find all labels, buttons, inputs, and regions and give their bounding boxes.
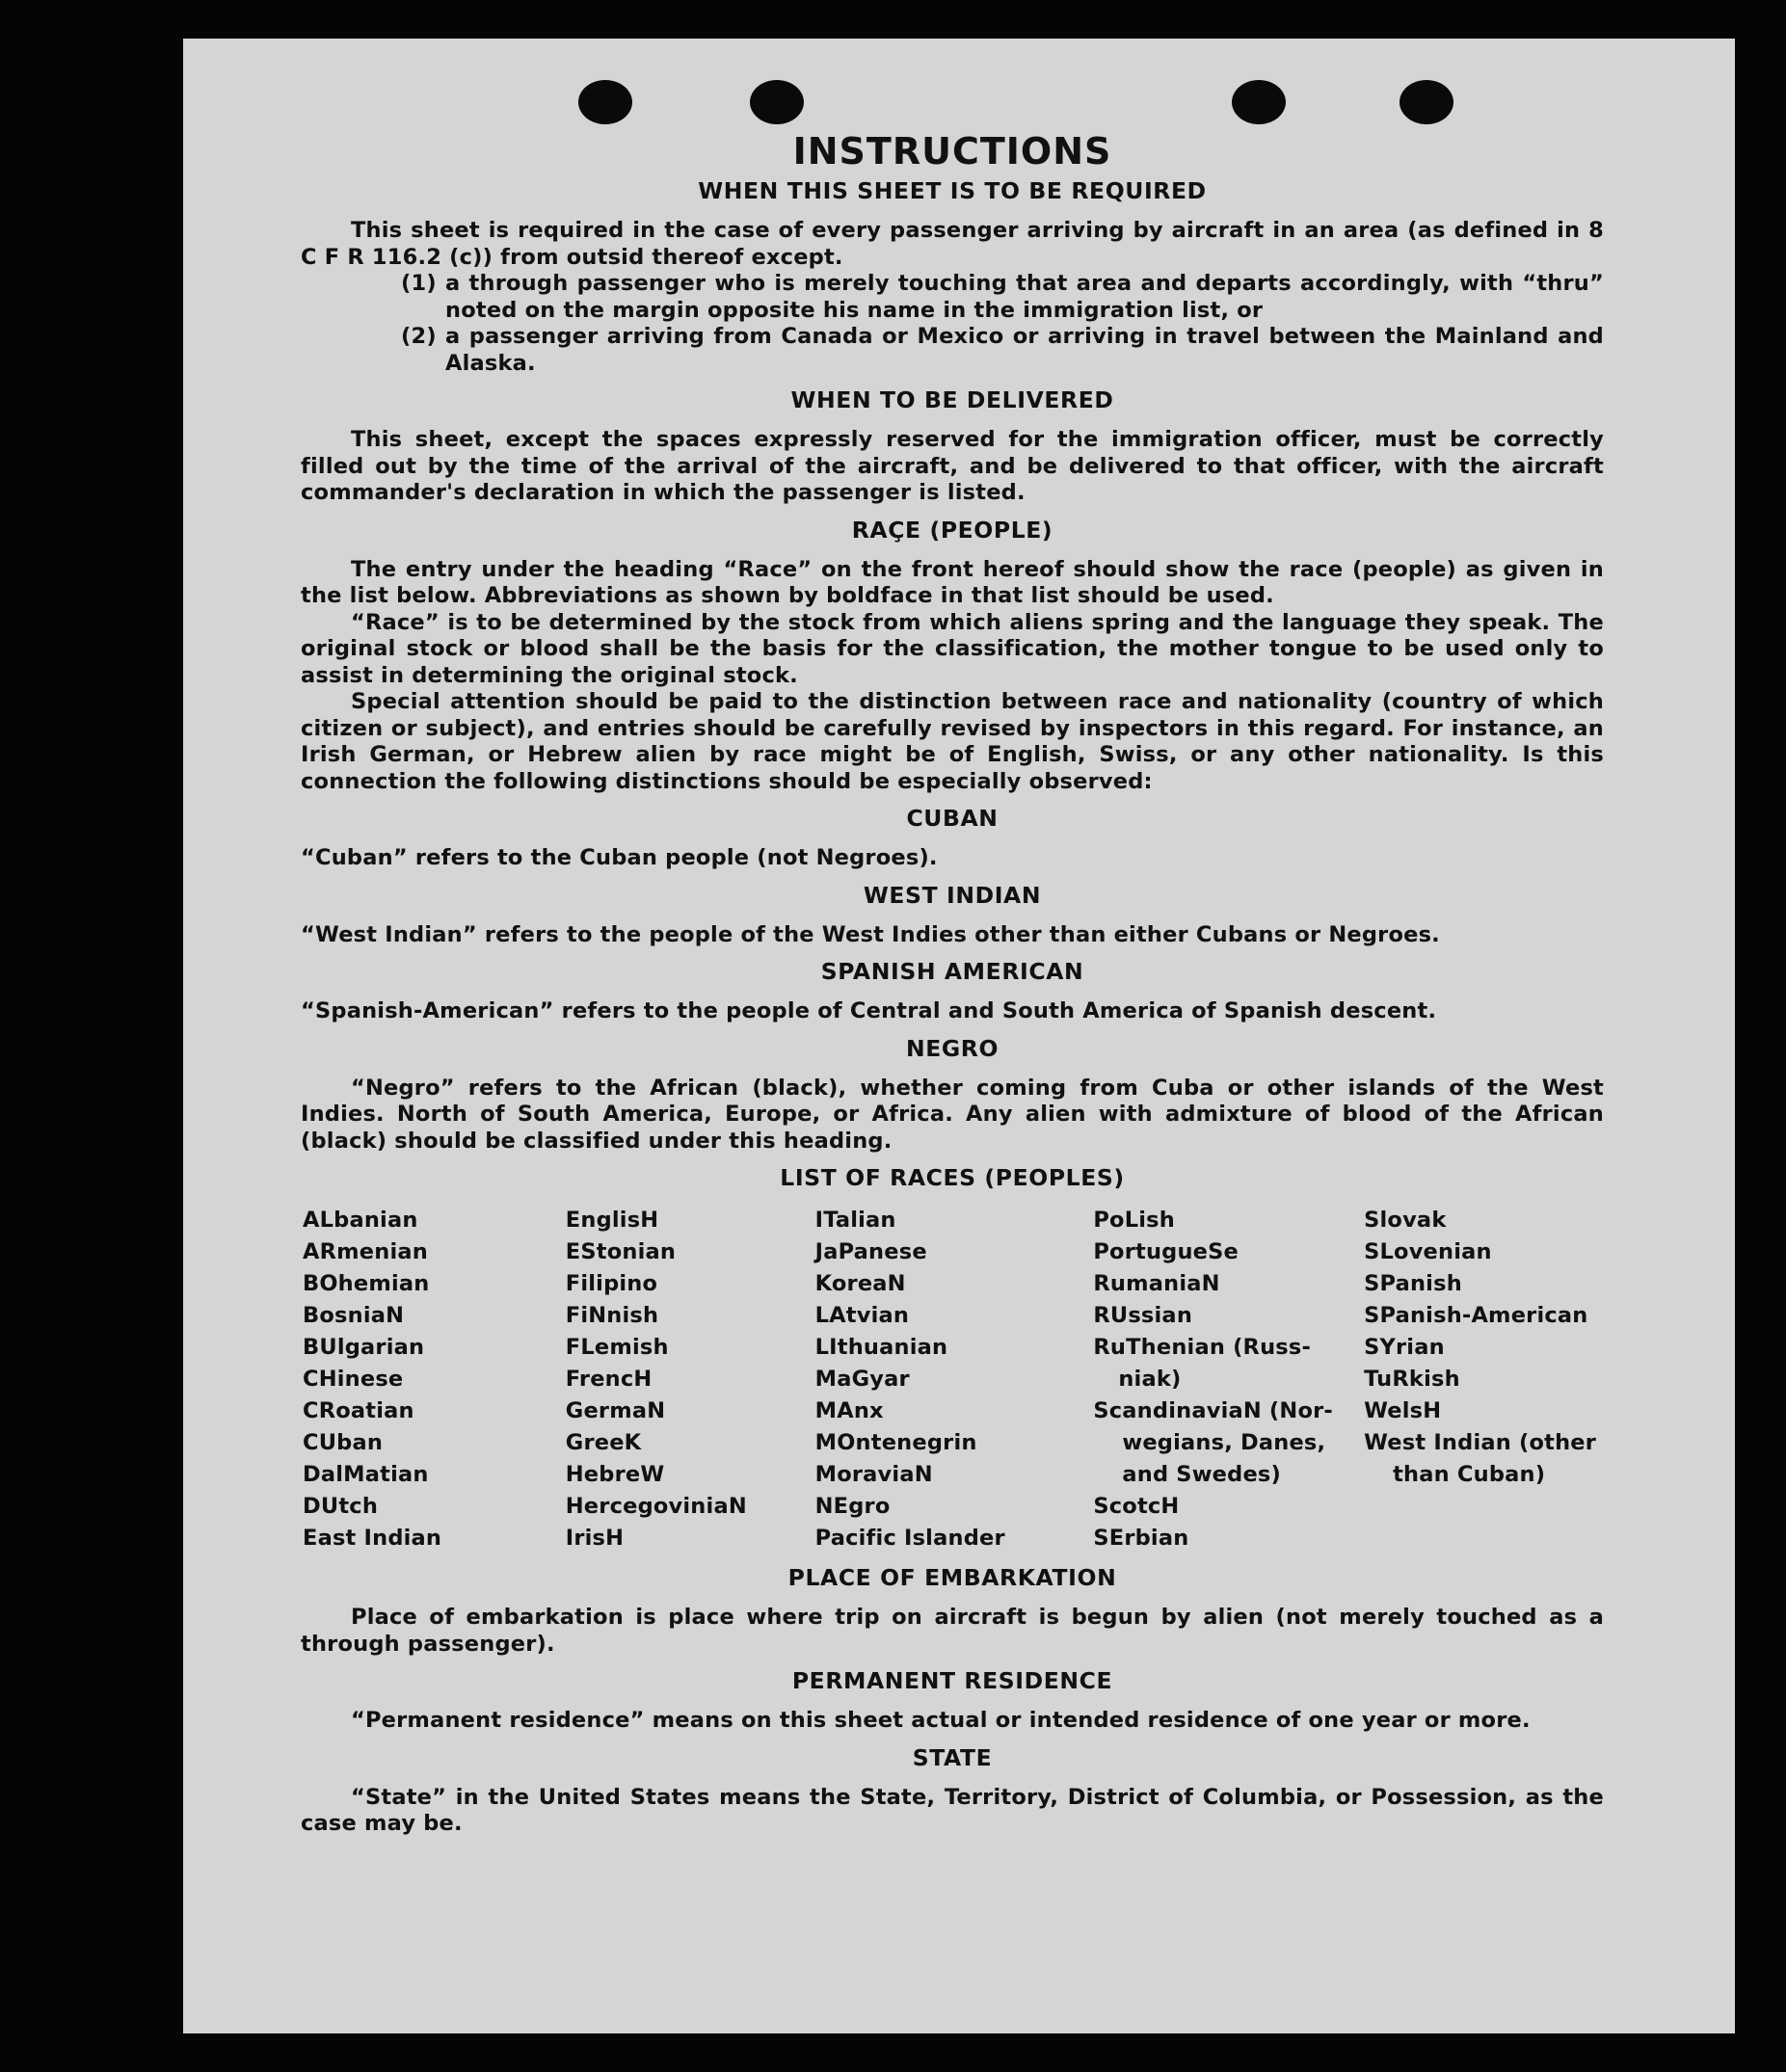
race-item-continuation: niak) (1118, 1367, 1182, 1392)
para-race-1: The entry under the heading “Race” on the front hereof should show the race (people) as given in the list below. Abbreviations as shown by boldface in that list should be used. (301, 556, 1604, 608)
exception-text: a passenger arriving from Canada or Mexico or arriving in travel between the Mainland and Alaska. (445, 324, 1604, 376)
race-item: BUlgarian (303, 1335, 425, 1360)
heading-when-delivered: WHEN TO BE DELIVERED (790, 386, 1114, 413)
race-item: IrisH (565, 1526, 625, 1551)
race-item: PoLish (1093, 1208, 1175, 1233)
race-item: DUtch (303, 1494, 379, 1519)
race-item: MaGyar (814, 1367, 910, 1392)
para-spanish-american: “Spanish-American” refers to the people of Central and South America of Spanish descent. (301, 998, 1437, 1023)
races-column (566, 1205, 815, 1554)
race-item: MAnx (814, 1398, 884, 1423)
race-item-continuation: than Cuban) (1393, 1462, 1546, 1487)
race-item: ITalian (814, 1208, 896, 1233)
race-item: CHinese (303, 1367, 404, 1392)
punch-hole (1399, 80, 1453, 124)
race-item-continuation: and Swedes) (1122, 1462, 1281, 1487)
para-negro: “Negro” refers to the African (black), whether coming from Cuba or other islands of the West Indies. North of South America, Europe, or Africa. Any alien with admixture of blood of the African (black) should be classified under this heading. (301, 1075, 1604, 1154)
para-west-indian: “West Indian” refers to the people of the West Indies other than either Cubans or Negroes. (301, 921, 1440, 947)
race-item: KoreaN (814, 1271, 906, 1296)
race-item: SErbian (1093, 1526, 1189, 1551)
race-item: BosniaN (303, 1303, 405, 1328)
heading-spanish-american: SPANISH AMERICAN (820, 958, 1084, 985)
race-item: NEgro (814, 1494, 891, 1519)
race-item: East Indian (303, 1526, 442, 1551)
heading-negro: NEGRO (905, 1034, 1000, 1062)
race-item: GermaN (565, 1398, 666, 1423)
races-column (1093, 1205, 1364, 1554)
races-table (303, 1205, 1604, 1554)
para-permanent-residence: “Permanent residence” means on this sheet actual or intended residence of one year or more. (351, 1708, 1531, 1733)
race-item: CUban (303, 1430, 384, 1455)
race-item: WelsH (1364, 1398, 1442, 1423)
race-item: Filipino (565, 1271, 658, 1296)
races-column (1364, 1205, 1604, 1554)
instructions-content (301, 127, 1604, 1838)
race-item: FrencH (565, 1367, 653, 1392)
exception-number: (1) (401, 271, 437, 296)
para-race-3: Special attention should be paid to the distinction between race and nationality (country of which citizen or subject), and entries should be carefully revised by inspectors in this regard. For instance, an Irish German, or Hebrew alien by race might be of English, Swiss, or any other nationality. Is this connection the following distinctions should be especially observed: (301, 689, 1604, 794)
race-item: LAtvian (814, 1303, 910, 1328)
heading-embarkation: PLACE OF EMBARKATION (787, 1564, 1117, 1591)
race-item: FLemish (565, 1335, 669, 1360)
race-item: SPanish (1364, 1271, 1462, 1296)
race-item: GreeK (565, 1430, 642, 1455)
heading-state: STATE (912, 1743, 993, 1771)
para-when-delivered: This sheet, except the spaces expressly reserved for the immigration officer, must be correctly filled out by the time of the arrival of the aircraft, and be delivered to that officer, with the aircraft commander's declaration in which the passenger is listed. (301, 427, 1604, 505)
heading-race: RAÇE (PEOPLE) (851, 516, 1053, 544)
race-item: RUssian (1093, 1303, 1193, 1328)
heading-list-of-races: LIST OF RACES (PEOPLES) (780, 1164, 1125, 1191)
punch-hole (578, 80, 632, 124)
race-item: PortugueSe (1093, 1239, 1240, 1264)
race-item: TuRkish (1364, 1367, 1460, 1392)
exception-item (401, 324, 1604, 377)
punch-hole (1232, 80, 1286, 124)
race-item: DalMatian (303, 1462, 429, 1487)
para-when-required: This sheet is required in the case of every passenger arriving by aircraft in an area (as defined in 8 C F R 116.2 (c)) from outsid thereof except. (301, 218, 1604, 270)
race-item: LIthuanian (814, 1335, 948, 1360)
para-cuban: “Cuban” refers to the Cuban people (not Negroes). (301, 845, 938, 870)
race-item: RuThenian (Russ- (1093, 1335, 1312, 1360)
races-column (303, 1205, 566, 1554)
race-item: ScandinaviaN (Nor- (1093, 1398, 1333, 1423)
race-item: ALbanian (303, 1208, 418, 1233)
document-page (183, 39, 1735, 2033)
heading-west-indian: WEST INDIAN (863, 881, 1042, 909)
race-item: EStonian (565, 1239, 677, 1264)
race-item-continuation: wegians, Danes, (1122, 1430, 1326, 1455)
races-column (815, 1205, 1094, 1554)
para-race-2: “Race” is to be determined by the stock from which aliens spring and the language they speak. The original stock or blood shall be the basis for the classification, the mother tongue to be used only to assist in determining the original stock. (301, 609, 1604, 688)
race-item: MoraviaN (814, 1462, 933, 1487)
race-item: EnglisH (565, 1208, 659, 1233)
race-item: CRoatian (303, 1398, 414, 1423)
race-item: Slovak (1364, 1208, 1447, 1233)
heading-cuban: CUBAN (906, 805, 999, 832)
race-item: HercegoviniaN (565, 1494, 747, 1519)
race-item: HebreW (565, 1462, 665, 1487)
race-item: MOntenegrin (814, 1430, 977, 1455)
heading-when-required: WHEN THIS SHEET IS TO BE REQUIRED (698, 177, 1207, 204)
race-item: SYrian (1364, 1335, 1445, 1360)
race-item: SLovenian (1364, 1239, 1492, 1264)
race-item: RumaniaN (1093, 1271, 1220, 1296)
heading-permanent-residence: PERMANENT RESIDENCE (791, 1667, 1113, 1694)
exception-item (401, 271, 1604, 324)
race-item: West Indian (other (1364, 1430, 1597, 1455)
race-item: BOhemian (303, 1271, 430, 1296)
race-item: FiNnish (565, 1303, 659, 1328)
page-title: INSTRUCTIONS (792, 130, 1112, 173)
para-embarkation: Place of embarkation is place where trip on aircraft is begun by alien (not merely touched as a through passenger). (301, 1605, 1604, 1657)
race-item: Pacific Islander (814, 1526, 1005, 1551)
para-state: “State” in the United States means the State, Territory, District of Columbia, or Possession, as the case may be. (301, 1784, 1604, 1836)
race-item: ScotcH (1093, 1494, 1180, 1519)
race-item: SPanish-American (1364, 1303, 1588, 1328)
race-item: JaPanese (814, 1239, 927, 1264)
exception-number: (2) (401, 324, 437, 349)
punch-hole (750, 80, 804, 124)
race-item: ARmenian (303, 1239, 428, 1264)
exception-text: a through passenger who is merely touching that area and departs accordingly, with “thru” noted on the margin opposite his name in the immigration list, or (445, 271, 1604, 323)
